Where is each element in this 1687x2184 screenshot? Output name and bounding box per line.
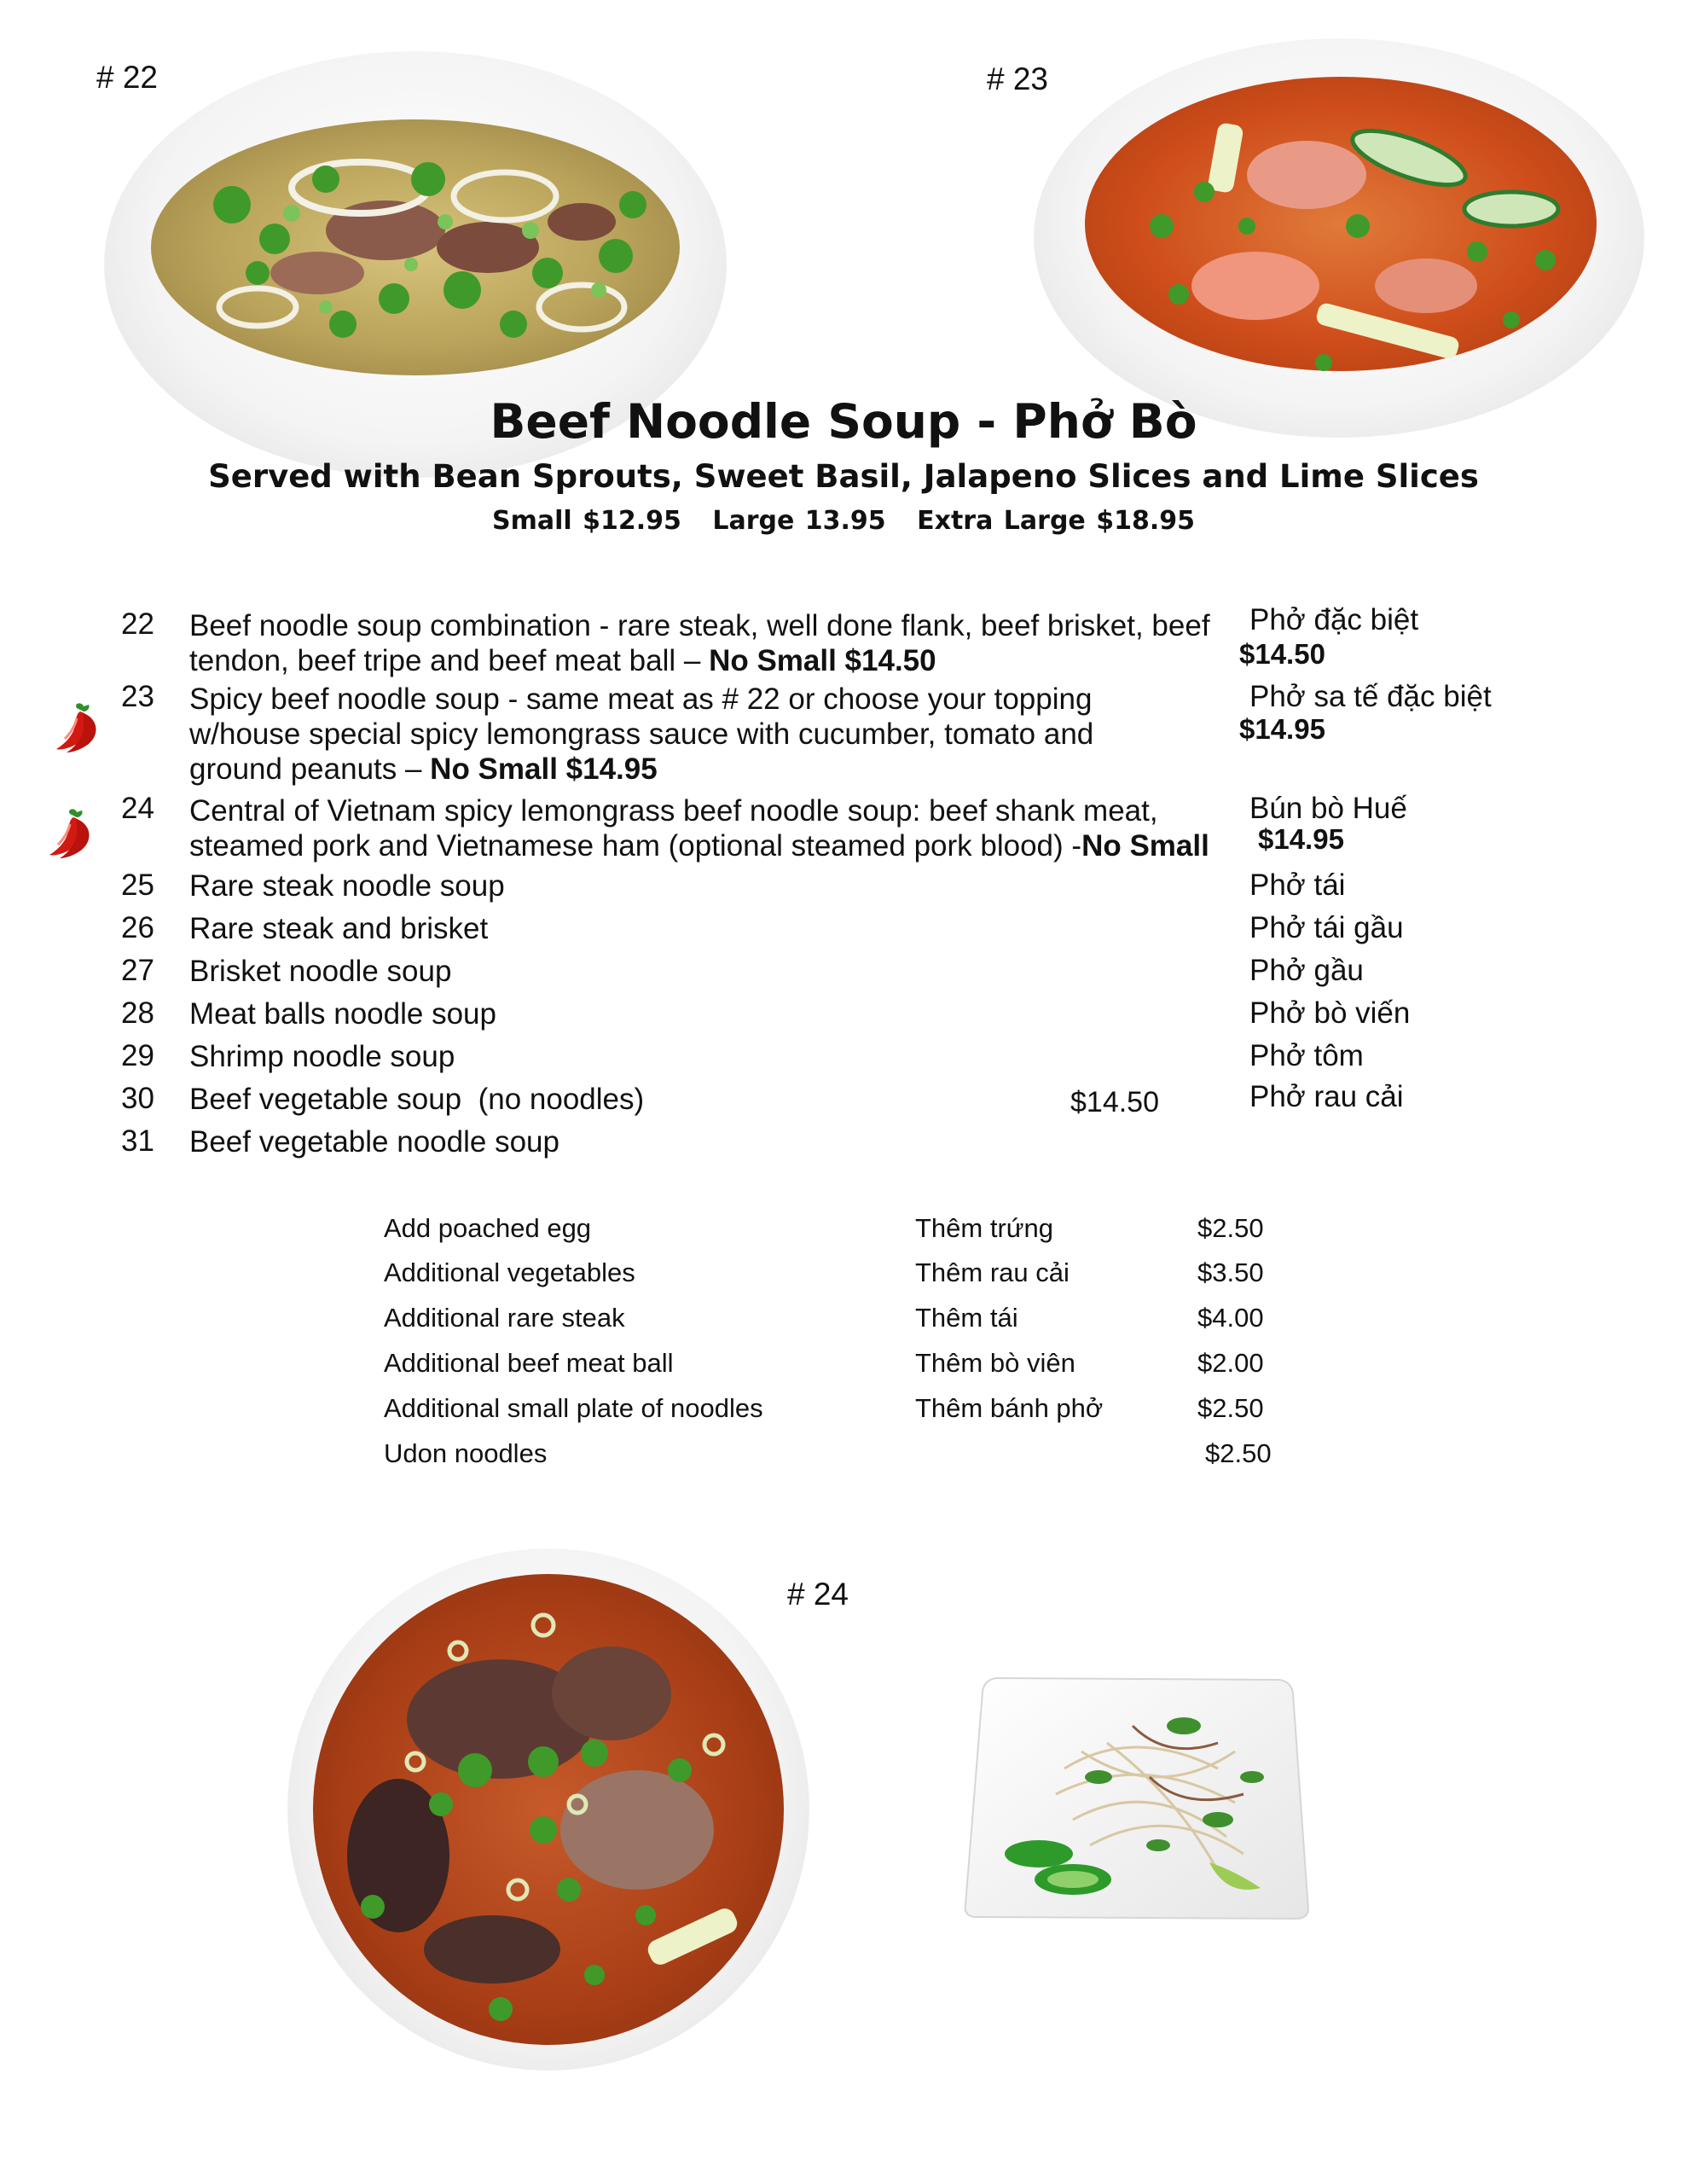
- addon-vietnamese-name: Thêm bánh phở: [915, 1393, 1104, 1423]
- item-price: $14.50: [1239, 638, 1325, 670]
- item-description: Brisket noodle soup: [189, 955, 452, 988]
- item-price: $14.95: [1258, 823, 1344, 855]
- addon-name: Additional vegetables: [384, 1258, 635, 1287]
- item-description: Rare steak noodle soup: [189, 869, 505, 903]
- item-vietnamese-name: Bún bò Huế: [1249, 792, 1407, 825]
- item-description: [189, 682, 1128, 787]
- addon-price: $4.00: [1197, 1303, 1264, 1333]
- addon-price: $2.50: [1205, 1438, 1272, 1468]
- size-extra-large-price: Extra Large $18.95: [917, 506, 1195, 536]
- item-vietnamese-name: Phở tái gầu: [1249, 911, 1404, 944]
- item-number: 31: [121, 1124, 154, 1158]
- item-vietnamese-name: Phở sa tế đặc biệt: [1249, 680, 1492, 713]
- item-number: 23: [121, 680, 154, 713]
- item-price: $14.95: [1239, 713, 1325, 745]
- item-number: 29: [121, 1039, 154, 1072]
- item-description: Beef vegetable noodle soup: [189, 1125, 559, 1159]
- spicy-pho-bowl-photo-23: [1034, 38, 1644, 438]
- side-plate-photo: [962, 1675, 1312, 1920]
- item-number: 24: [121, 792, 154, 825]
- item-number: 28: [121, 996, 154, 1030]
- size-price-line: [0, 506, 1687, 536]
- photo-label-24: # 24: [787, 1577, 849, 1612]
- item-vietnamese-name: Phở tôm: [1249, 1039, 1364, 1072]
- item-note: No Small $14.50: [709, 644, 936, 677]
- addon-vietnamese-name: Thêm bò viên: [915, 1348, 1075, 1378]
- addon-name: Add poached egg: [384, 1213, 592, 1243]
- addon-name: Additional rare steak: [384, 1303, 625, 1333]
- item-description: Beef vegetable soup (no noodles): [189, 1083, 645, 1116]
- item-description: Shrimp noodle soup: [189, 1040, 455, 1073]
- addon-vietnamese-name: Thêm rau cải: [915, 1258, 1070, 1287]
- chili-pepper-icon: [44, 805, 99, 864]
- item-number: 30: [121, 1082, 154, 1115]
- item-vietnamese-name: Phở bò viến: [1249, 996, 1411, 1030]
- item-description: Rare steak and brisket: [189, 912, 489, 945]
- item-description: [189, 608, 1238, 678]
- item-number: 26: [121, 911, 154, 944]
- item-vietnamese-name: Phở tái: [1249, 868, 1346, 902]
- size-large-price: Large 13.95: [712, 506, 886, 536]
- item-description-text: Beef noodle soup combination - rare steak, well done flank, beef brisket, beef tendon, beef tripe and beef meat ball –: [189, 609, 1210, 677]
- menu-section-subtitle: Served with Bean Sprouts, Sweet Basil, Jalapeno Slices and Lime Slices: [208, 458, 1479, 495]
- item-description: [189, 793, 1247, 863]
- item-number: 27: [121, 954, 154, 987]
- chili-pepper-icon: [51, 700, 106, 758]
- addon-price: $2.50: [1197, 1393, 1264, 1423]
- bun-bo-hue-bowl-photo-24: [287, 1548, 809, 2071]
- addon-name: Additional beef meat ball: [384, 1348, 674, 1378]
- item-vietnamese-name: Phở gầu: [1249, 954, 1364, 987]
- item-description-text: Spicy beef noodle soup - same meat as # 22 or choose your topping w/house special spicy lemongrass sauce with cucumber, tomato and ground peanuts –: [189, 682, 1094, 786]
- item-vietnamese-name: Phở đặc biệt: [1249, 603, 1419, 636]
- photo-label-23: # 23: [987, 61, 1049, 96]
- photo-label-22: # 22: [96, 60, 159, 95]
- item-note: No Small: [1081, 829, 1209, 863]
- addon-name: Udon noodles: [384, 1438, 548, 1468]
- item-vietnamese-name: Phở rau cải: [1249, 1080, 1404, 1113]
- addon-price: $2.00: [1197, 1348, 1264, 1378]
- addon-vietnamese-name: Thêm trứng: [915, 1213, 1054, 1243]
- item-description-text: Central of Vietnam spicy lemongrass beef noodle soup: beef shank meat, steamed pork and Vietnamese ham (optional steamed pork blood) -: [189, 794, 1158, 863]
- addon-vietnamese-name: Thêm tái: [915, 1303, 1018, 1333]
- addon-price: $2.50: [1197, 1213, 1264, 1243]
- size-small-price: Small $12.95: [492, 506, 681, 536]
- item-description: Meat balls noodle soup: [189, 997, 496, 1031]
- menu-section-title: Beef Noodle Soup - Phở Bò: [490, 394, 1197, 449]
- addon-name: Additional small plate of noodles: [384, 1393, 763, 1423]
- item-price: $14.50: [1070, 1086, 1159, 1118]
- item-note: No Small $14.95: [430, 752, 658, 786]
- item-number: 25: [121, 868, 154, 902]
- addon-price: $3.50: [1197, 1258, 1264, 1287]
- item-number: 22: [121, 607, 154, 641]
